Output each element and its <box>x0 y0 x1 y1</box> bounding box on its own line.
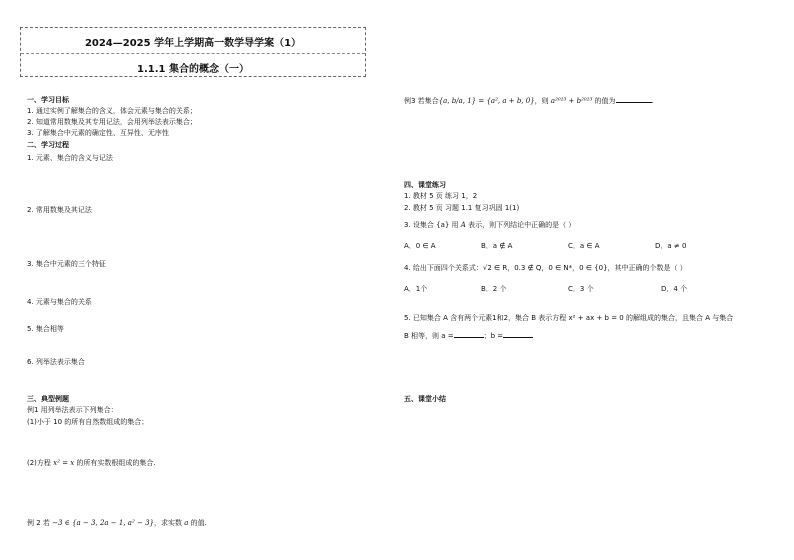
example-1-part-1: (1)小于 10 的所有自然数组成的集合； <box>27 418 149 426</box>
question-5-b-label: ；b = <box>483 332 504 340</box>
process-item-1: 1. 元素、集合的含义与记法 <box>27 154 113 162</box>
answer-blank-a <box>454 330 484 338</box>
example-2-middle: ，求实数 <box>154 519 185 527</box>
q4-option-c: C．3 个 <box>568 285 594 293</box>
example-1-part-2-suffix: 的所有实数根组成的集合. <box>74 459 156 467</box>
example-3-suffix: 的值为 <box>592 97 616 105</box>
q3-option-b: B．a ∉ A <box>481 242 513 250</box>
process-item-3: 3. 集合中元素的三个特征 <box>27 260 106 268</box>
equation-x2-eq-x: x² = x <box>53 459 75 467</box>
section-learning-process: 二、学习过程 <box>27 141 69 149</box>
q4-option-b: B．2 个 <box>481 285 507 293</box>
question-3-suffix: 表示，则下列结论中正确的是（ ） <box>465 221 576 229</box>
title-box <box>20 27 366 77</box>
question-5-line-2 <box>404 330 533 341</box>
example-3-set-equality: {a, b/a, 1} = {a², a + b, 0} <box>438 97 535 105</box>
example-1-part-2 <box>27 458 156 468</box>
title-divider <box>21 53 365 54</box>
q3-option-c: C．a ∈ A <box>568 242 600 250</box>
example-2-suffix: 的值. <box>188 519 207 527</box>
process-item-2: 2. 常用数集及其记法 <box>27 206 92 214</box>
section-learning-goals: 一、学习目标 <box>27 96 69 104</box>
document-title: 2024—2025 学年上学期高一数学导学案（1） <box>84 38 302 49</box>
example-3-prefix: 例3 若集合 <box>404 97 439 105</box>
goal-2: 2. 知道常用数集及其专用记法，会用列举法表示集合； <box>27 118 197 126</box>
question-5-a-label: B 相等，则 a = <box>404 332 454 340</box>
question-3-prefix: 3. 设集合 {a} 用 <box>404 221 461 229</box>
q3-option-a: A．0 ∈ A <box>404 242 436 250</box>
variable-a: a <box>184 519 189 527</box>
set-A: A <box>460 221 466 229</box>
section-class-summary: 五、课堂小结 <box>404 395 446 403</box>
practice-1: 1. 教材 5 页 练习 1，2 <box>404 192 478 200</box>
q4-option-a: A．1个 <box>404 285 428 293</box>
question-3 <box>404 220 575 230</box>
example-1: 例1 用列举法表示下列集合： <box>27 406 118 414</box>
section-examples: 三、典型例题 <box>27 395 69 403</box>
question-4: 4. 给出下面四个关系式：√2 ∈ R，0.3 ∉ Q，0 ∈ N*，0 ∈ {0}，其中正确的个数是（ ） <box>404 264 687 272</box>
process-item-5: 5. 集合相等 <box>27 325 64 333</box>
practice-2: 2. 教材 5 页 习题 1.1 复习巩固 1(1) <box>404 204 520 212</box>
goal-1: 1. 通过实例了解集合的含义，体会元素与集合的关系； <box>27 107 197 115</box>
answer-blank <box>616 95 652 103</box>
example-2-prefix: 例 2 若 <box>27 519 53 527</box>
process-item-6: 6. 列举法表示集合 <box>27 358 85 366</box>
q4-option-d: D．4 个 <box>661 285 688 293</box>
section-class-practice: 四、课堂练习 <box>404 181 446 189</box>
goal-3: 3. 了解集合中元素的确定性、互异性、无序性 <box>27 129 169 137</box>
q3-option-d: D．a ≠ 0 <box>655 242 687 250</box>
example-2-set-expression: −3 ∈ {a − 3, 2a − 1, a² − 3} <box>52 519 154 527</box>
lesson-subtitle: 1.1.1 集合的概念（一） <box>137 64 249 75</box>
question-5-line-1: 5. 已知集合 A 含有两个元素1和2，集合 B 表示方程 x² + ax + b = 0 的解组成的集合，且集合 A 与集合 <box>404 314 734 322</box>
process-item-4: 4. 元素与集合的关系 <box>27 298 92 306</box>
example-1-part-2-prefix: (2)方程 <box>27 459 54 467</box>
example-2 <box>27 518 207 528</box>
answer-blank-b <box>503 330 533 338</box>
example-3-middle: ，则 <box>534 97 551 105</box>
example-3-power-sum: a²⁰²³ + b²⁰²³ <box>550 97 593 105</box>
example-3: 例3 若集合{a, b/a, 1} = {a², a + b, 0}，则 a²⁰²³ + b²⁰²³ 的值为 . <box>404 97 654 105</box>
